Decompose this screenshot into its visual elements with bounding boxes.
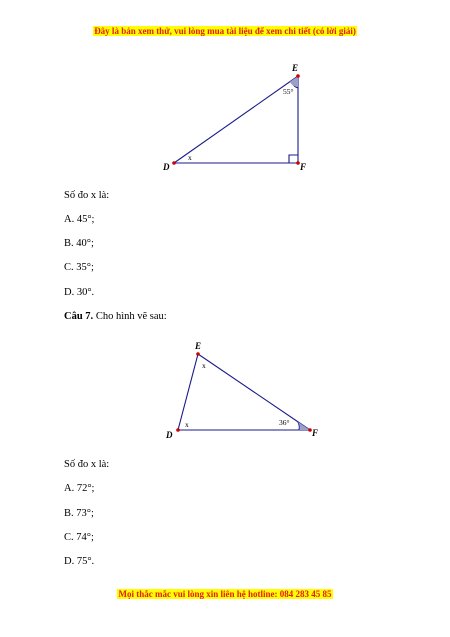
question2-option-b: B. 73°;	[64, 508, 94, 519]
question1-option-c: C. 35°;	[64, 262, 94, 273]
question1-option-d: D. 30°.	[64, 287, 95, 298]
hotline-notice-banner	[0, 589, 450, 599]
preview-notice-text: Đây là bản xem thử, vui lòng mua tài liệu để xem chi tiết (có lời giải)	[94, 26, 356, 36]
question2-heading	[64, 311, 167, 323]
question1-option-a: A. 45°;	[64, 214, 95, 225]
vertex-e2-label: E	[195, 341, 202, 351]
vertex-f-label: F	[300, 162, 307, 172]
vertex-e-label: E	[292, 63, 299, 73]
triangle2-shape	[178, 354, 310, 430]
angle-d2-label: x	[185, 420, 189, 429]
question1-option-b: B. 40°;	[64, 238, 94, 249]
vertex-d2-label: D	[166, 430, 173, 440]
vertex-d-label: D	[163, 162, 170, 172]
question2-title: Cho hình vẽ sau:	[95, 311, 167, 322]
question2-prompt: Số đo x là:	[64, 459, 110, 470]
vertex-e2-dot	[196, 352, 200, 356]
vertex-d-dot	[172, 161, 176, 165]
angle-d-label: x	[188, 153, 192, 162]
angle-e2-label: x	[202, 361, 206, 370]
angle-e-fill	[290, 76, 298, 87]
vertex-f2-label: F	[312, 428, 319, 438]
question2-option-a: A. 72°;	[64, 483, 95, 494]
question1-prompt: Số đo x là:	[64, 190, 110, 201]
vertex-d2-dot	[176, 428, 180, 432]
vertex-e-dot	[296, 74, 300, 78]
hotline-notice-text: Mọi thắc mắc vui lòng xin liên hệ hotline: 084 283 45 85	[118, 589, 332, 599]
angle-e-label: 55°	[283, 87, 294, 96]
question2-option-d: D. 75°.	[64, 556, 95, 567]
triangle1-shape	[174, 76, 298, 163]
angle-f2-label: 36°	[279, 418, 290, 427]
question2-number: Câu 7.	[64, 311, 94, 322]
question2-option-c: C. 74°;	[64, 532, 94, 543]
